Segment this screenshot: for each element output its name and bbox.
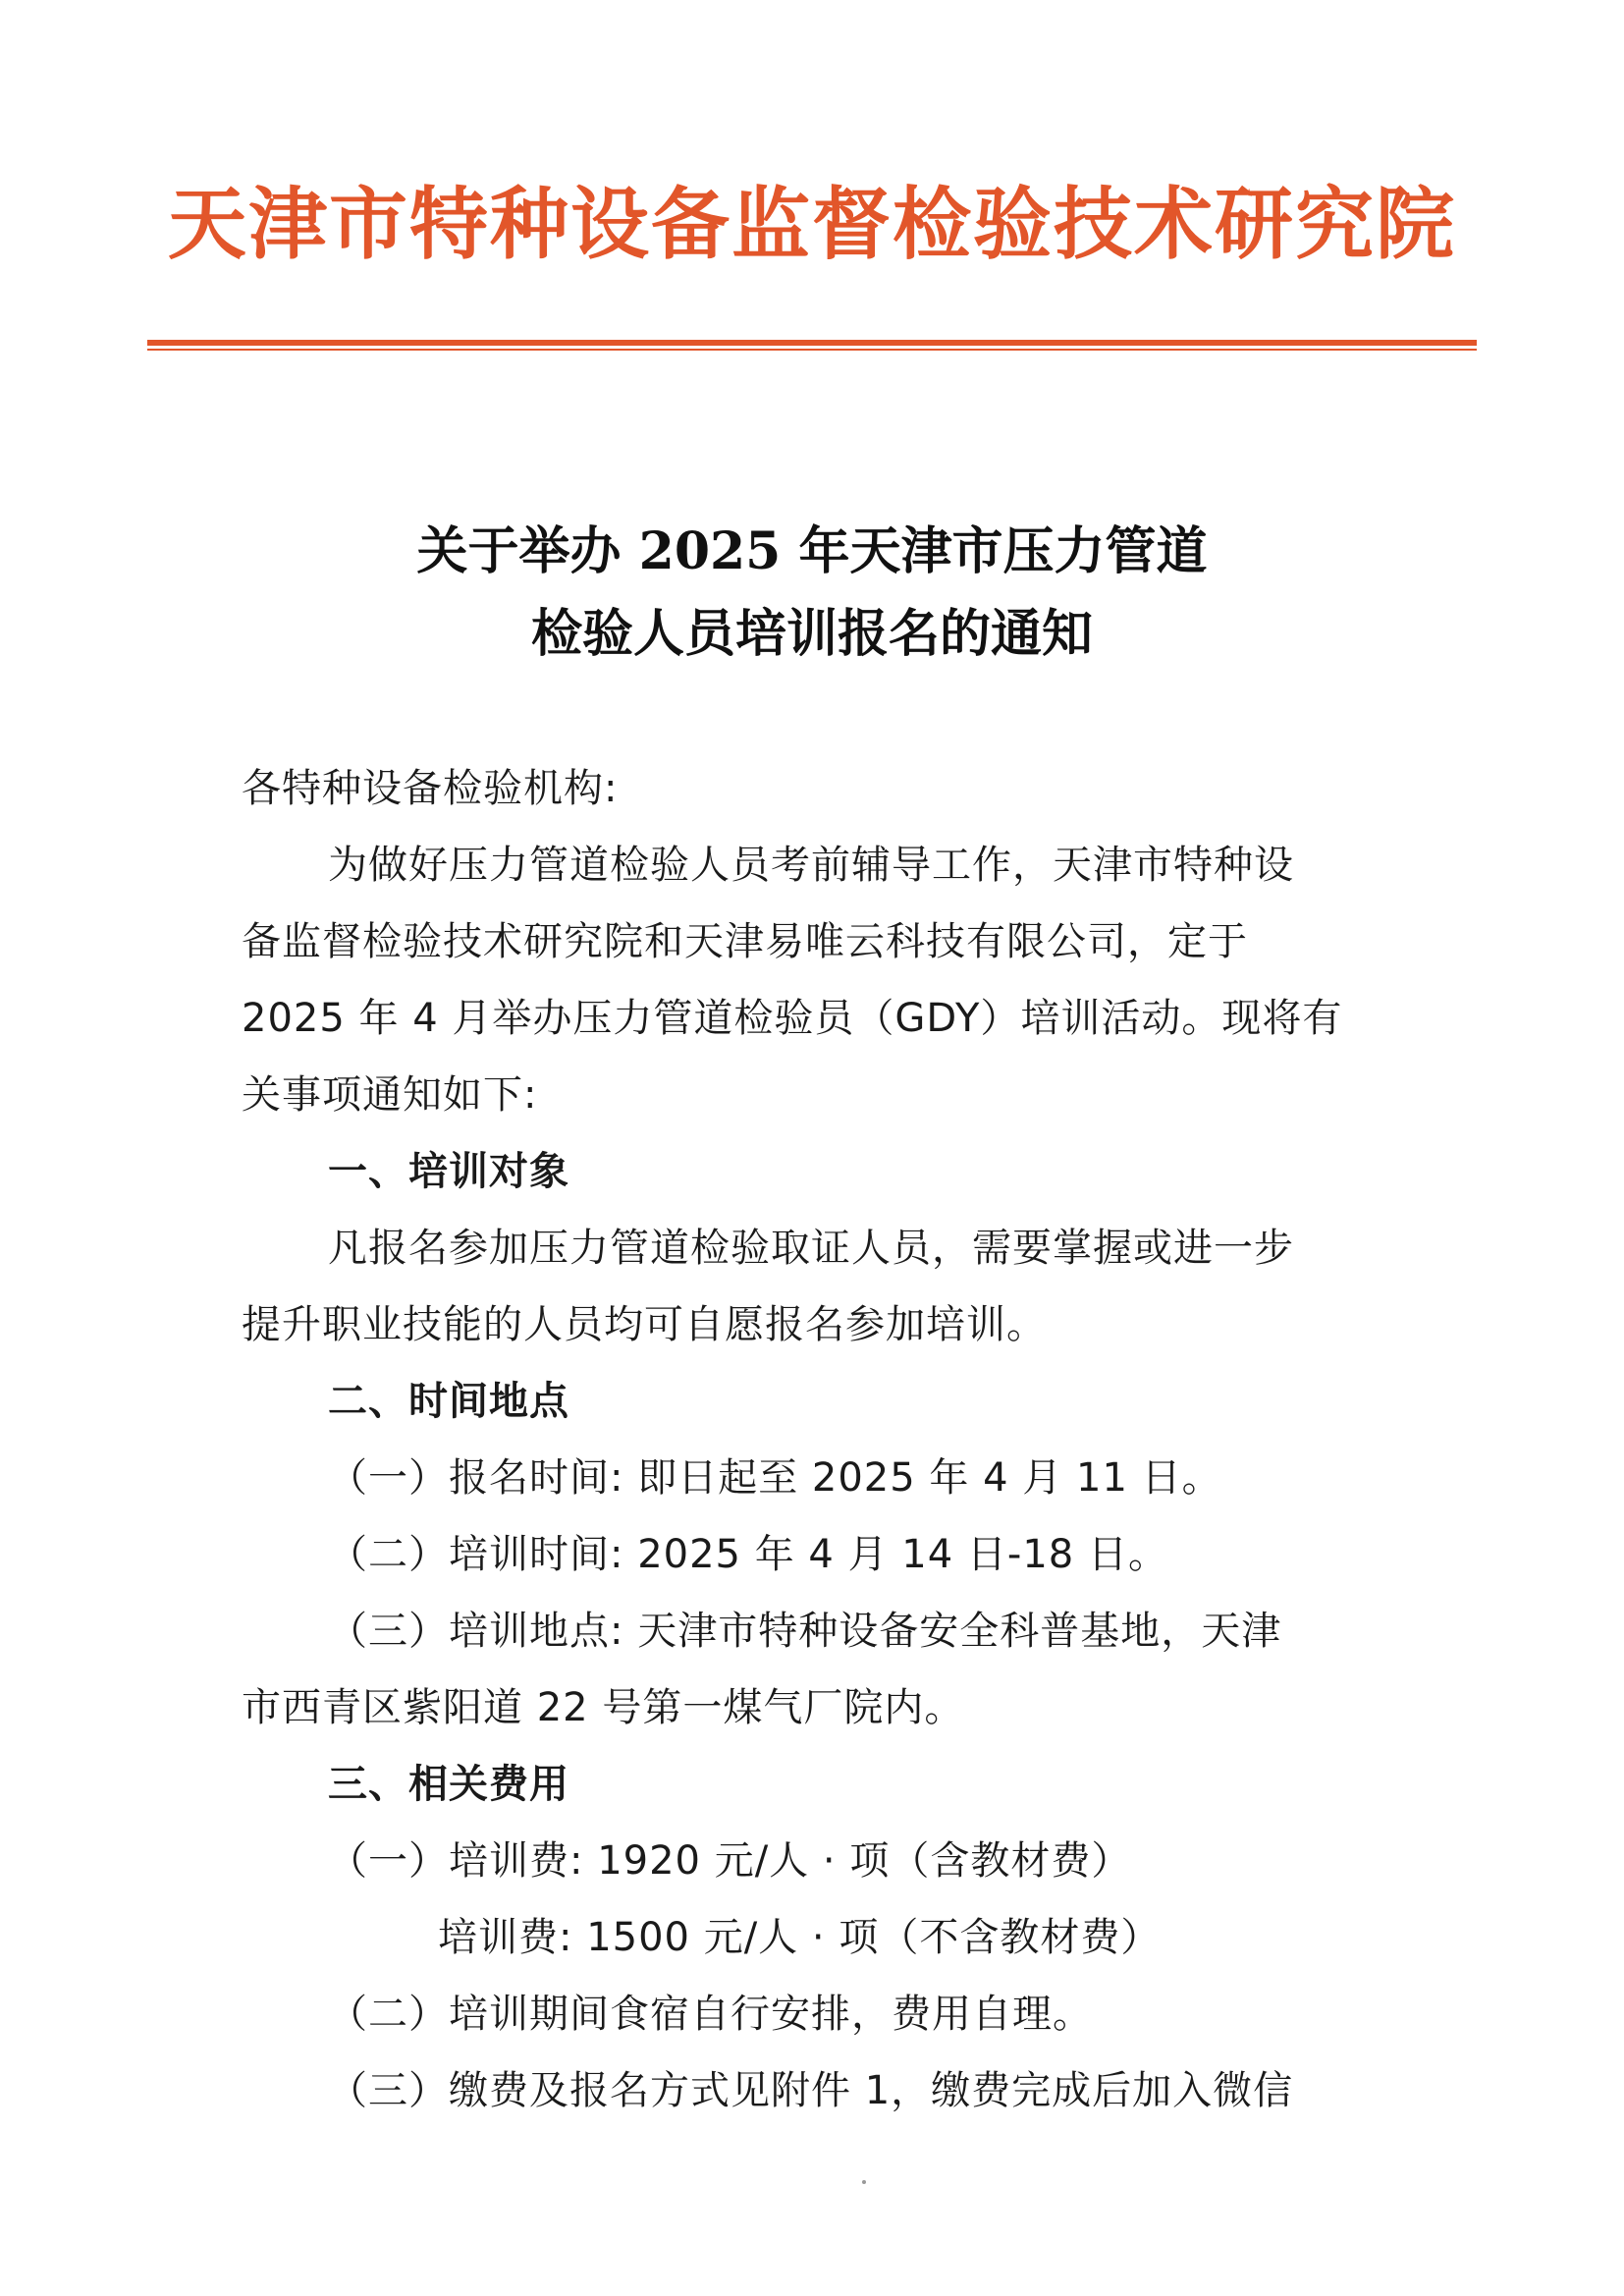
section-heading-target: 一、培训对象 bbox=[328, 1149, 569, 1194]
section-text: 凡报名参加压力管道检验取证人员，需要掌握或进一步 bbox=[328, 1226, 1294, 1271]
intro-line: 为做好压力管道检验人员考前辅导工作，天津市特种设 bbox=[328, 843, 1294, 888]
intro-line: 关事项通知如下: bbox=[242, 1072, 538, 1118]
fee-without-materials: 培训费: 1500 元/人 · 项（不含教材费） bbox=[438, 1915, 1162, 1960]
salutation: 各特种设备检验机构: bbox=[242, 766, 619, 811]
fee-with-materials: （一）培训费: 1920 元/人 · 项（含教材费） bbox=[328, 1838, 1132, 1884]
training-location: （三）培训地点: 天津市特种设备安全科普基地，天津 bbox=[328, 1609, 1282, 1654]
scan-speck bbox=[862, 2180, 866, 2184]
letterhead-rule bbox=[147, 340, 1477, 346]
letterhead-rule-thin bbox=[147, 349, 1477, 351]
payment-note: （三）缴费及报名方式见附件 1，缴费完成后加入微信 bbox=[328, 2068, 1294, 2113]
section-heading-fees: 三、相关费用 bbox=[328, 1762, 569, 1807]
section-text: 提升职业技能的人员均可自愿报名参加培训。 bbox=[242, 1302, 1047, 1347]
notice-body bbox=[242, 750, 1380, 2129]
intro-line: 备监督检验技术研究院和天津易唯云科技有限公司，定于 bbox=[242, 919, 1248, 964]
training-time: （二）培训时间: 2025 年 4 月 14 日-18 日。 bbox=[328, 1532, 1168, 1577]
intro-line: 2025 年 4 月举办压力管道检验员（GDY）培训活动。现将有 bbox=[242, 996, 1343, 1041]
institution-letterhead: 天津市特种设备监督检验技术研究院 bbox=[168, 178, 1456, 270]
registration-time: （一）报名时间: 即日起至 2025 年 4 月 11 日。 bbox=[328, 1455, 1222, 1501]
training-location-cont: 市西青区紫阳道 22 号第一煤气厂院内。 bbox=[242, 1685, 965, 1730]
notice-title bbox=[196, 511, 1428, 676]
lodging-note: （二）培训期间食宿自行安排，费用自理。 bbox=[328, 1992, 1093, 2037]
notice-title-line-1: 关于举办 2025 年天津市压力管道 bbox=[416, 521, 1208, 581]
section-heading-time-place: 二、时间地点 bbox=[328, 1379, 569, 1424]
notice-title-line-2: 检验人员培训报名的通知 bbox=[530, 604, 1093, 664]
